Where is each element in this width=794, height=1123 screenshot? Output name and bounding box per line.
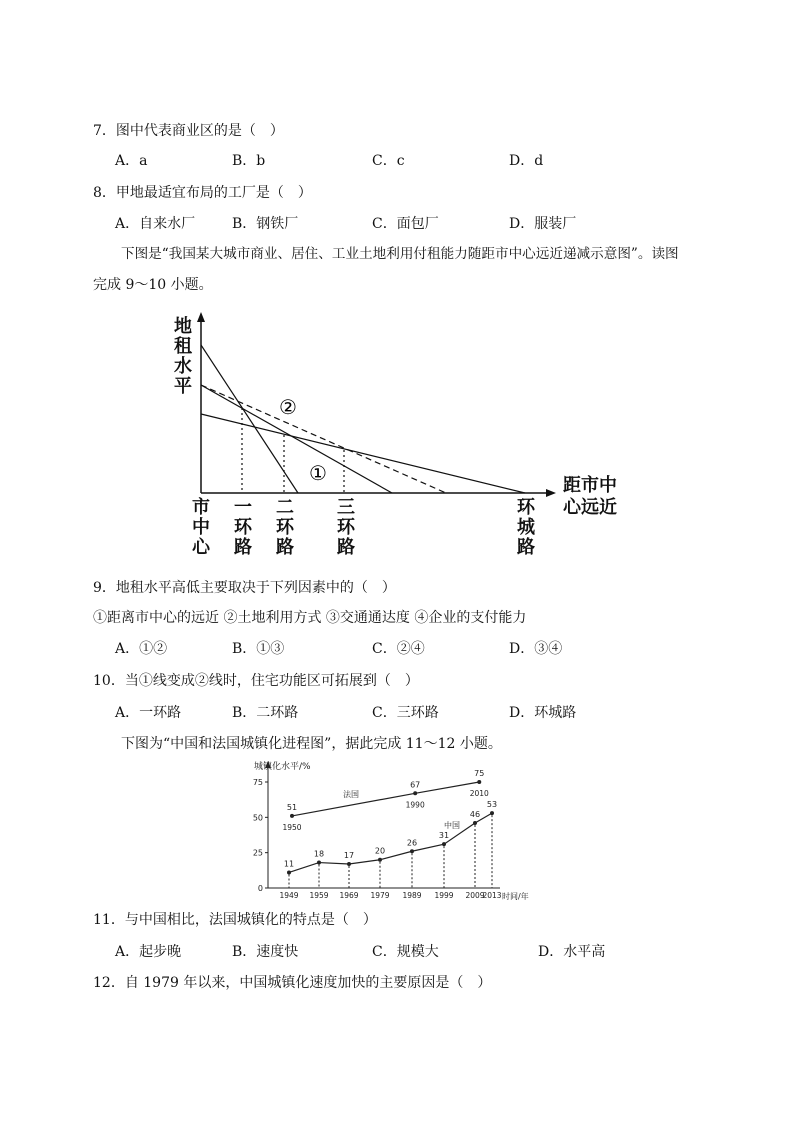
q9-stem: 9．地租水平高低主要取决于下列因素中的（ ） (93, 580, 396, 596)
x-tick-label: 1999 (434, 891, 454, 900)
tick-char: 环 (517, 497, 535, 518)
q11-option-c[interactable]: C．规模大 (372, 944, 439, 960)
y-axis-label: 城镇化水平/% (254, 762, 311, 772)
q7-option-c[interactable]: C．c (372, 153, 405, 169)
q11-stem: 11．与中国相比，法国城镇化的特点是（ ） (93, 912, 377, 928)
year-label: 2010 (469, 789, 489, 798)
data-label: 20 (374, 846, 386, 856)
q10-option-a[interactable]: A．一环路 (115, 705, 182, 721)
land-rent-diagram (170, 310, 630, 560)
china-point (473, 821, 477, 825)
y-label-char: 租 (174, 336, 192, 357)
year-label: 1990 (405, 800, 425, 810)
q10-option-d[interactable]: D．环城路 (509, 705, 577, 721)
q9-factors: ①距离市中心的远近 ②土地利用方式 ③交通通达度 ④企业的支付能力 (93, 610, 527, 626)
tick-char: 市 (192, 497, 210, 518)
x-tick-label: 1969 (339, 891, 359, 900)
x-label-line: 心远近 (563, 497, 617, 518)
france-point (477, 780, 481, 784)
china-point (347, 862, 351, 866)
q10-stem: 10．当①线变成②线时，住宅功能区可拓展到（ ） (93, 673, 419, 689)
x-tick-label: 2013 (482, 891, 502, 900)
q7-stem: 7．图中代表商业区的是（ ） (93, 123, 284, 139)
industrial-rent-line (201, 414, 525, 493)
china-point (490, 811, 494, 815)
tick-char: 环 (276, 517, 294, 538)
tick-char: 路 (517, 537, 535, 558)
q9-option-b[interactable]: B．①③ (232, 641, 285, 657)
tick-char: 路 (337, 537, 355, 558)
q8-option-c[interactable]: C．面包厂 (372, 216, 439, 232)
series-label-china: 中国 (444, 821, 460, 830)
q9-option-d[interactable]: D．③④ (509, 641, 563, 657)
data-label: 18 (313, 849, 325, 859)
data-label: 67 (410, 780, 421, 790)
china-point (287, 870, 291, 874)
q9-option-c[interactable]: C．②④ (372, 641, 425, 657)
marker-2: ② (279, 395, 297, 419)
q7-option-b[interactable]: B．b (232, 153, 266, 169)
y-axis-arrow-icon (197, 312, 205, 322)
y-label-char: 平 (174, 376, 192, 397)
intro2-line1: 下图为“中国和法国城镇化进程图”，据此完成 11～12 小题。 (121, 736, 502, 752)
urbanization-chart (248, 757, 538, 907)
q8-option-d[interactable]: D．服装厂 (509, 216, 577, 232)
china-point (378, 858, 382, 862)
x-label-line: 距市中 (563, 475, 617, 496)
x-tick-label: 1959 (309, 891, 329, 900)
data-label: 31 (438, 831, 450, 841)
x-tick-label: 2009 (465, 891, 485, 900)
q8-option-b[interactable]: B．钢铁厂 (232, 216, 299, 232)
series-label-france: 法国 (343, 790, 359, 799)
q10-option-b[interactable]: B．二环路 (232, 705, 299, 721)
q8-stem: 8．甲地最适宜布局的工厂是（ ） (93, 185, 312, 201)
data-label: 75 (474, 769, 485, 778)
q8-option-a[interactable]: A．自来水厂 (115, 216, 196, 232)
tick-char: 三 (337, 497, 355, 518)
intro1-line1: 下图是“我国某大城市商业、居住、工业土地利用付租能力随距市中心远近递减示意图”。读图 (121, 246, 679, 262)
data-label: 26 (406, 838, 418, 848)
tick-char: 心 (192, 537, 210, 558)
x-axis-label: 时间/年 (502, 892, 529, 901)
tick-char: 一 (234, 497, 252, 518)
y-tick-label: 75 (252, 778, 263, 787)
q11-option-b[interactable]: B．速度快 (232, 944, 299, 960)
x-tick-label: 1979 (370, 891, 390, 900)
data-label: 51 (286, 802, 298, 812)
china-point (317, 861, 321, 865)
data-label: 53 (486, 800, 498, 810)
q11-option-d[interactable]: D．水平高 (538, 944, 606, 960)
y-tick-label: 25 (252, 848, 263, 858)
tick-char: 二 (276, 497, 294, 518)
china-point (442, 842, 446, 846)
tick-char: 城 (517, 517, 535, 538)
q10-option-c[interactable]: C．三环路 (372, 705, 439, 721)
q12-stem: 12．自 1979 年以来，中国城镇化速度加快的主要原因是（ ） (93, 975, 492, 991)
y-tick-label: 0 (257, 884, 263, 893)
y-tick-label: 50 (252, 813, 263, 823)
data-label: 46 (469, 809, 481, 819)
tick-char: 路 (276, 537, 294, 558)
q9-option-a[interactable]: A．①② (115, 641, 168, 657)
data-label: 17 (343, 850, 355, 860)
x-tick-label: 1989 (402, 891, 422, 900)
x-tick-label: 1949 (279, 891, 299, 900)
data-label: 11 (283, 859, 295, 869)
tick-char: 环 (337, 517, 355, 538)
france-point (413, 791, 417, 795)
y-label-char: 水 (174, 356, 192, 377)
france-line (292, 782, 479, 816)
france-point (290, 814, 294, 818)
intro1-line2: 完成 9～10 小题。 (93, 277, 213, 293)
q11-option-a[interactable]: A．起步晚 (115, 944, 182, 960)
x-axis-arrow-icon (546, 489, 556, 497)
q7-option-d[interactable]: D．d (509, 153, 544, 169)
tick-char: 中 (192, 517, 210, 538)
year-label: 1950 (282, 822, 302, 832)
china-point (410, 849, 414, 853)
tick-char: 路 (234, 537, 252, 558)
marker-1: ① (309, 461, 327, 485)
y-label-char: 地 (174, 316, 192, 337)
q7-option-a[interactable]: A．a (115, 153, 148, 169)
tick-char: 环 (234, 517, 252, 538)
